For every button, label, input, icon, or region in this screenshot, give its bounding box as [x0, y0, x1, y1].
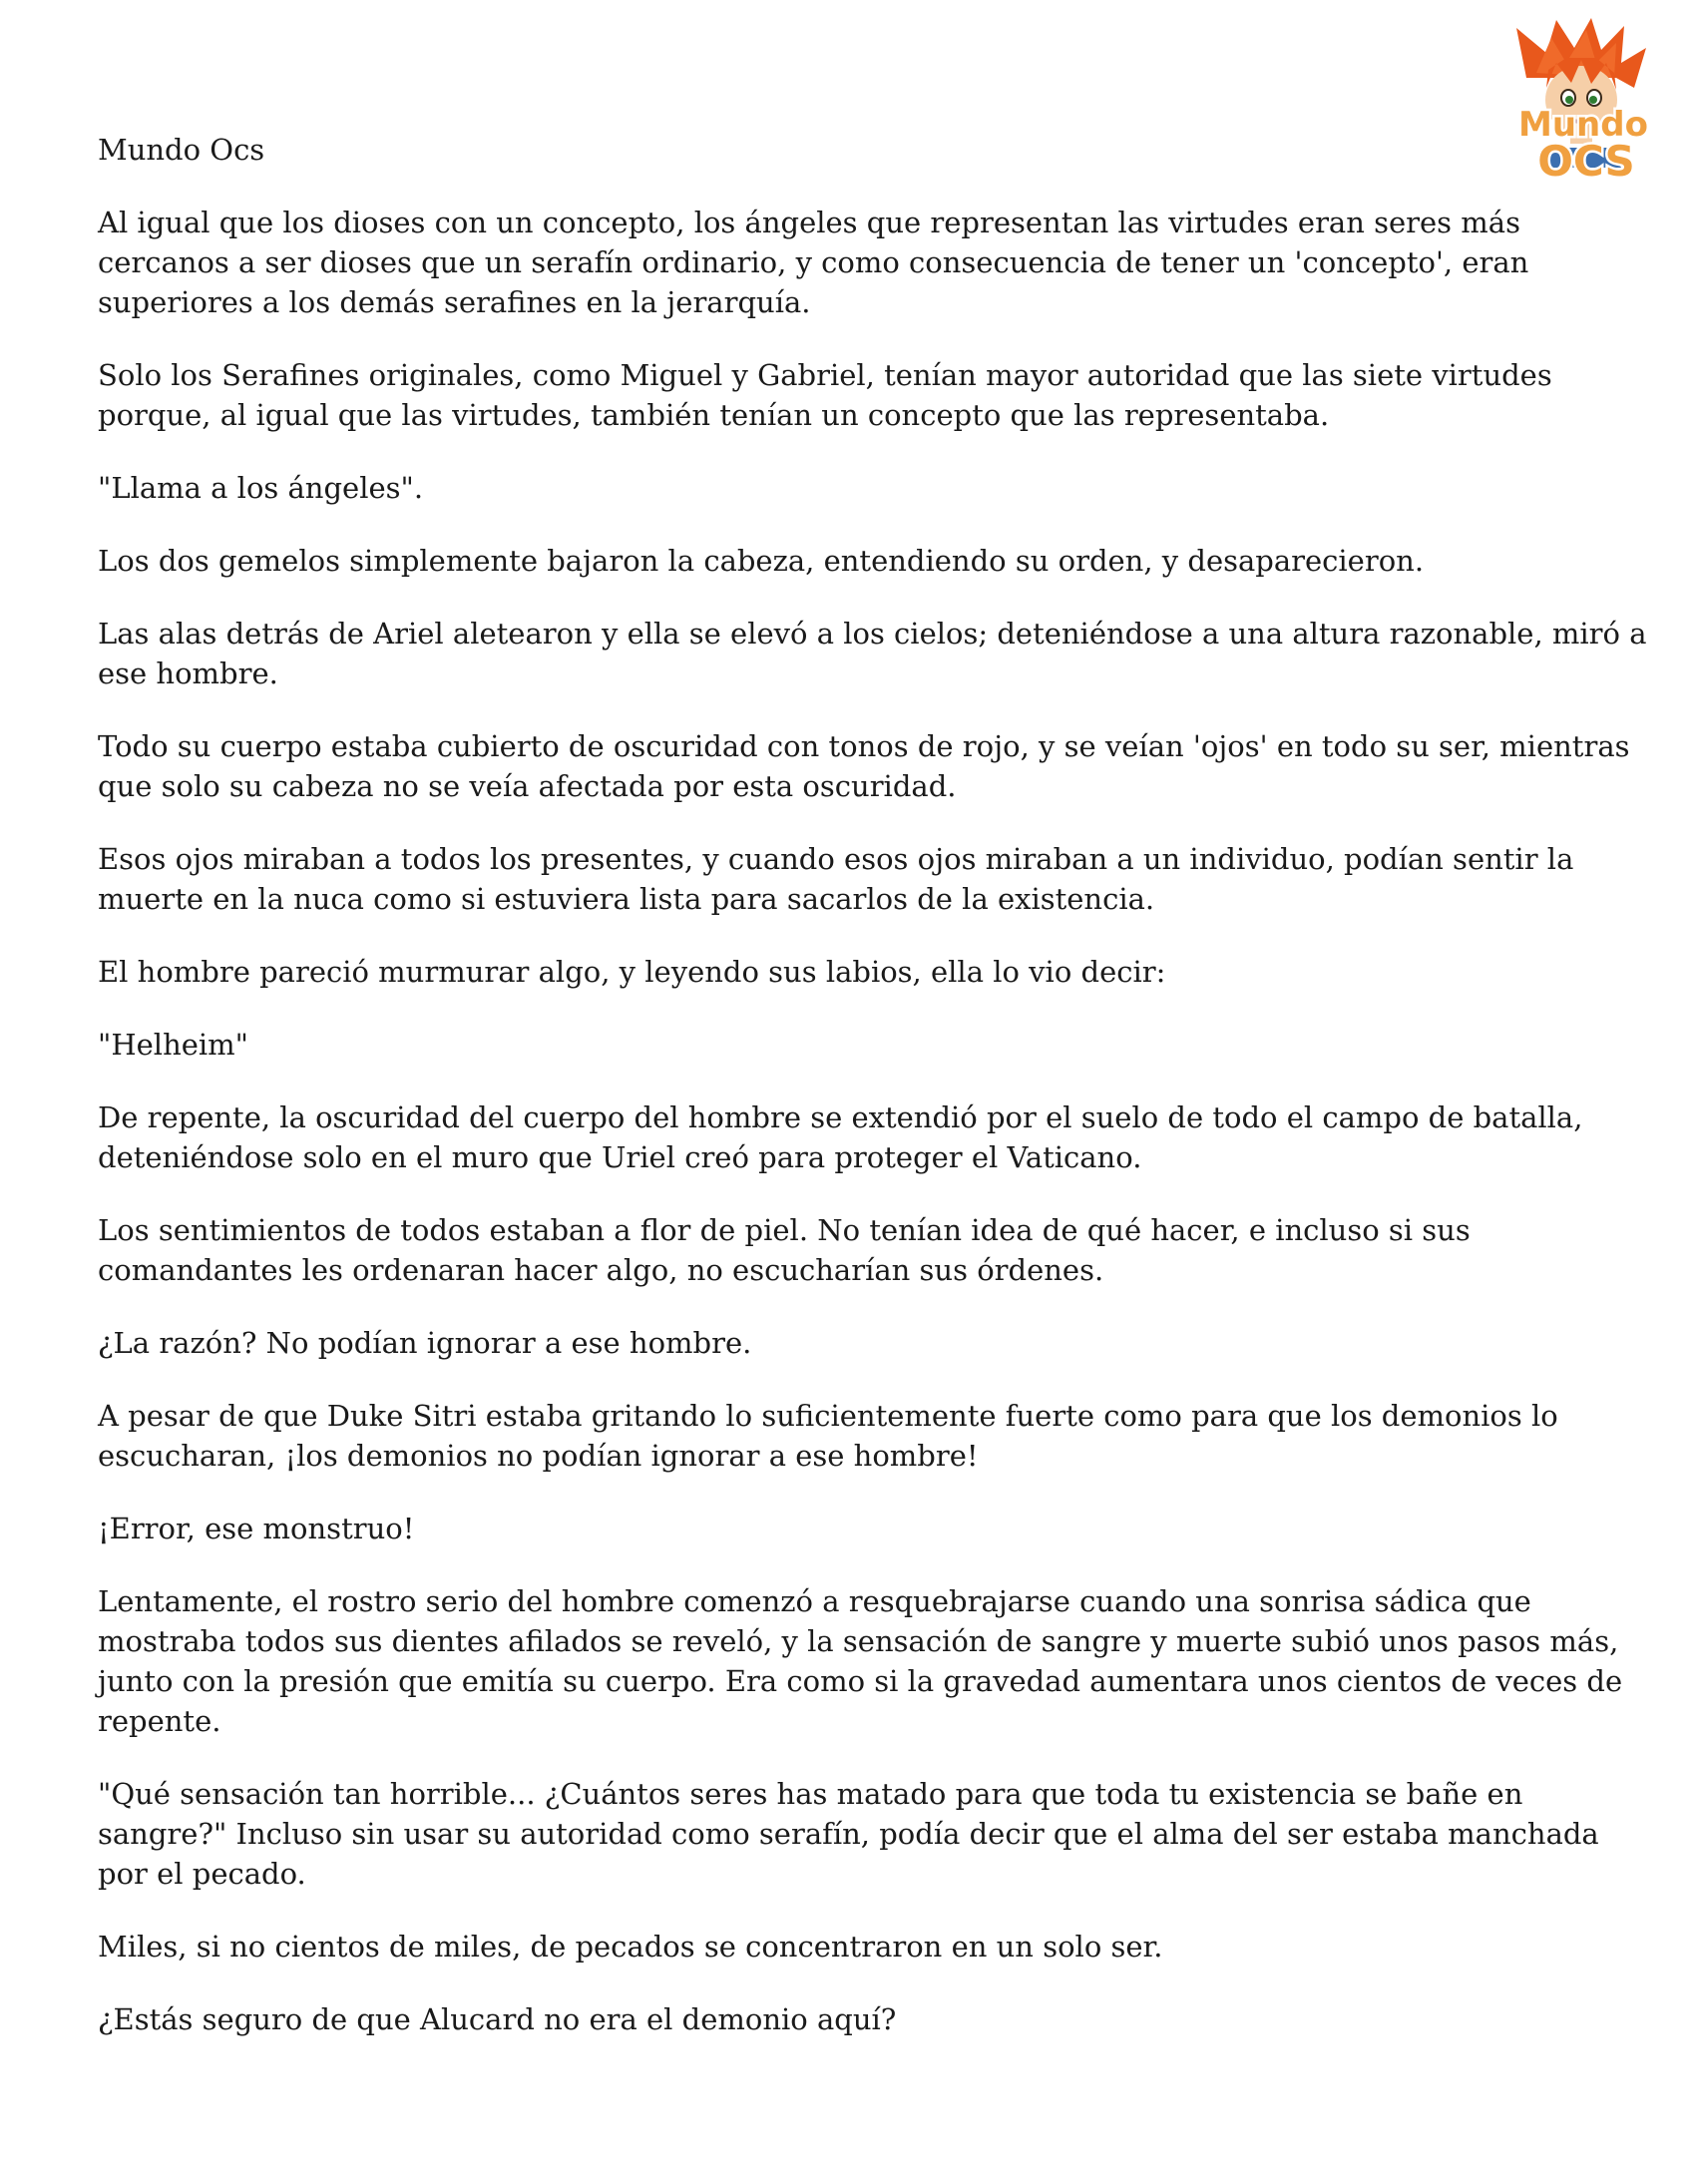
paragraph: Lentamente, el rostro serio del hombre comenzó a resquebrajarse cuando una sonrisa sádica que mostraba todos sus dientes afilados se reveló, y la sensación de sangre y muerte subió unos pasos más, junto con la presión que emitía su cuerpo. Era como si la gravedad aumentara unos cientos de veces de repente.	[98, 1584, 1623, 1738]
paragraph: Al igual que los dioses con un concepto, los ángeles que representan las virtudes eran seres más cercanos a ser dioses que un serafín ordinario, y como consecuencia de tener un 'concepto', eran superiores a los demás serafines en la jerarquía.	[98, 206, 1529, 319]
paragraph: "Qué sensación tan horrible... ¿Cuántos seres has matado para que toda tu existencia se bañe en sangre?" Incluso sin usar su autoridad como serafín, podía decir que el alma del ser estaba manchada por el pecado.	[98, 1777, 1599, 1891]
paragraph: "Helheim"	[98, 1028, 249, 1062]
paragraph: Esos ojos miraban a todos los presentes, y cuando esos ojos miraban a un individuo, podían sentir la muerte en la nuca como si estuviera lista para sacarlos de la existencia.	[98, 842, 1574, 916]
paragraph: A pesar de que Duke Sitri estaba gritando lo suficientemente fuerte como para que los demonios lo escucharan, ¡los demonios no podían ignorar a ese hombre!	[98, 1399, 1558, 1473]
logo-text-line1: Mundo	[1518, 105, 1648, 145]
paragraph: "Llama a los ángeles".	[98, 471, 424, 505]
paragraph: Todo su cuerpo estaba cubierto de oscuridad con tonos de rojo, y se veían 'ojos' en todo su ser, mientras que solo su cabeza no se veía afectada por esta oscuridad.	[98, 729, 1630, 803]
logo-text-line2: OCS	[1537, 137, 1635, 186]
paragraph: ¡Error, ese monstruo!	[98, 1512, 415, 1545]
document-body	[98, 130, 1654, 2072]
paragraph: Miles, si no cientos de miles, de pecados se concentraron en un solo ser.	[98, 1930, 1163, 1964]
paragraph: De repente, la oscuridad del cuerpo del hombre se extendió por el suelo de todo el campo de batalla, deteniéndose solo en el muro que Uriel creó para proteger el Vaticano.	[98, 1100, 1583, 1174]
paragraph: ¿Estás seguro de que Alucard no era el demonio aquí?	[98, 2002, 897, 2036]
paragraph: Los dos gemelos simplemente bajaron la cabeza, entendiendo su orden, y desaparecieron.	[98, 544, 1425, 578]
paragraph: ¿La razón? No podían ignorar a ese hombre.	[98, 1326, 752, 1360]
paragraph: Solo los Serafines originales, como Miguel y Gabriel, tenían mayor autoridad que las siete virtudes porque, al igual que las virtudes, también tenían un concepto que las representaba.	[98, 358, 1552, 432]
paragraph: Los sentimientos de todos estaban a flor de piel. No tenían idea de qué hacer, e incluso si sus comandantes les ordenaran hacer algo, no escucharían sus órdenes.	[98, 1213, 1471, 1287]
paragraph: Las alas detrás de Ariel aletearon y ella se elevó a los cielos; deteniéndose a una altura razonable, miró a ese hombre.	[98, 617, 1647, 690]
site-name: Mundo Ocs	[98, 133, 265, 167]
paragraph: El hombre pareció murmurar algo, y leyendo sus labios, ella lo vio decir:	[98, 955, 1166, 989]
